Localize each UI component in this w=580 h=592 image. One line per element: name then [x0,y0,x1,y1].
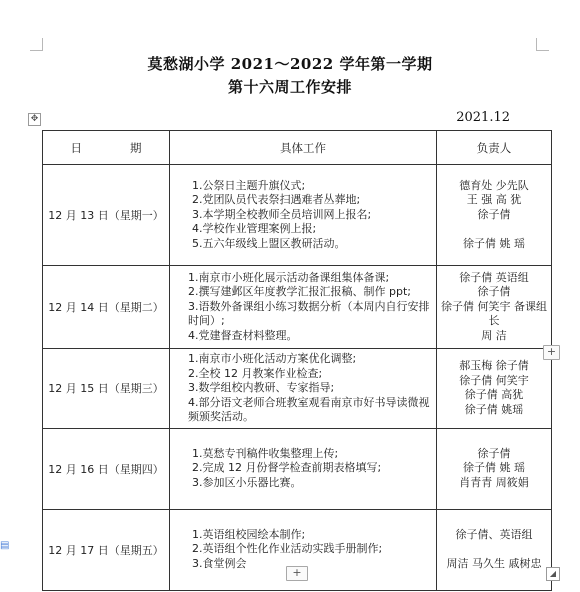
header-date-right: 期 [130,140,142,155]
table-row [43,165,552,266]
table-move-handle-icon[interactable]: ✥ [28,113,41,126]
owner-item: 肖青青 周筱娟 [459,475,529,489]
work-item: 2.英语组个性化作业活动实践手册制作; [192,542,383,556]
owner-item: 徐子倩、英语组 [455,527,533,541]
header-date-left: 日 [70,140,82,155]
document-title: 莫愁湖小学 2021～2022 学年第一学期 [147,55,433,73]
owner-item: 徐子倩 何笑宇 备课组长 [441,299,547,328]
work-item: 1.莫愁专刊稿件收集整理上传; [192,446,339,460]
owner-item: 徐子倩 [477,446,511,460]
work-item: 3.本学期全校教师全员培训网上报名; [192,207,372,221]
owner-item [439,222,549,237]
owner-item: 周 洁 [481,328,507,342]
owner-item: 王 强 高 犹 [466,193,522,207]
work-item: 1.南京市小班化展示活动备课组集体备课; [188,270,390,284]
row-date[interactable]: 12 月 14 日（星期二） [43,266,170,349]
header-owner: 负责人 [437,131,552,165]
table-row [43,428,552,509]
work-item: 2.撰写建邺区年度教学汇报汇报稿、制作 ppt; [188,285,411,299]
row-owner[interactable] [437,428,552,509]
table-resize-handle-icon[interactable]: ◢ [546,567,560,581]
add-row-button[interactable]: + [286,566,308,581]
work-item: 4.党建督查材料整理。 [188,328,298,342]
row-date[interactable]: 12 月 13 日（星期一） [43,165,170,266]
row-owner[interactable] [437,266,552,349]
row-owner[interactable] [437,165,552,266]
work-item: 3.数学组校内教研、专家指导; [188,381,335,394]
work-item: 4.部分语文老师合班教室观看南京市好书导读微视频颁奖活动。 [188,395,430,423]
document-date: 2021.12 [456,110,510,125]
owner-item: 德育处 少先队 [459,178,529,192]
work-item: 5.五六年级线上盟区教研活动。 [192,236,346,250]
owner-item: 徐子倩 英语组 [459,270,529,284]
work-item: 3.语数外备课组小练习数据分析（本周内自行安排时间）; [188,299,430,328]
owner-item: 徐子倩 [477,207,511,221]
owner-item: 徐子倩 姚瑶 [464,402,524,416]
work-item: 1.英语组校园绘本制作; [192,527,306,541]
row-date[interactable]: 12 月 17 日（星期五） [43,509,170,590]
work-item: 1.公祭日主题升旗仪式; [192,178,306,192]
page-corner-mark-right [536,38,549,51]
work-item: 3.参加区小乐器比赛。 [192,475,302,489]
header-date [43,131,170,165]
add-column-button[interactable]: + [543,345,560,360]
table-header-row [43,131,552,165]
schedule-table [42,130,552,591]
header-work: 具体工作 [170,131,437,165]
row-owner[interactable] [437,509,552,590]
table-row [43,349,552,429]
work-item: 4.学校作业管理案例上报; [192,222,317,236]
work-item: 3.食堂例会 [192,556,247,570]
owner-item: 徐子倩 姚 瑶 [463,461,525,475]
owner-item [439,542,549,557]
row-work[interactable] [170,349,437,429]
owner-item: 徐子倩 何笑宇 [459,373,529,387]
owner-item: 郝玉梅 徐子倩 [459,359,529,373]
owner-item: 徐子倩 [477,285,511,299]
document-subtitle: 第十六周工作安排 [227,78,352,96]
table-row [43,266,552,349]
row-work[interactable] [170,266,437,349]
row-work[interactable] [170,165,437,266]
row-date[interactable]: 12 月 16 日（星期四） [43,428,170,509]
work-item: 2.党团队员代表祭扫遇难者丛葬地; [192,193,361,207]
owner-item: 徐子倩 姚 瑶 [463,236,525,250]
work-item: 2.完成 12 月份督学检查前期表格填写; [192,461,382,475]
work-item: 1.南京市小班化活动方案优化调整; [188,352,357,365]
owner-item: 徐子倩 高犹 [464,388,524,402]
side-toolbar-icon[interactable]: ▤ [0,540,10,551]
row-work[interactable] [170,428,437,509]
work-item: 2.全校 12 月教案作业检查; [188,366,323,380]
owner-item: 周洁 马久生 戚树忠 [446,556,542,570]
row-date[interactable]: 12 月 15 日（星期三） [43,349,170,429]
page-corner-mark-left [30,38,43,51]
row-owner[interactable] [437,349,552,429]
